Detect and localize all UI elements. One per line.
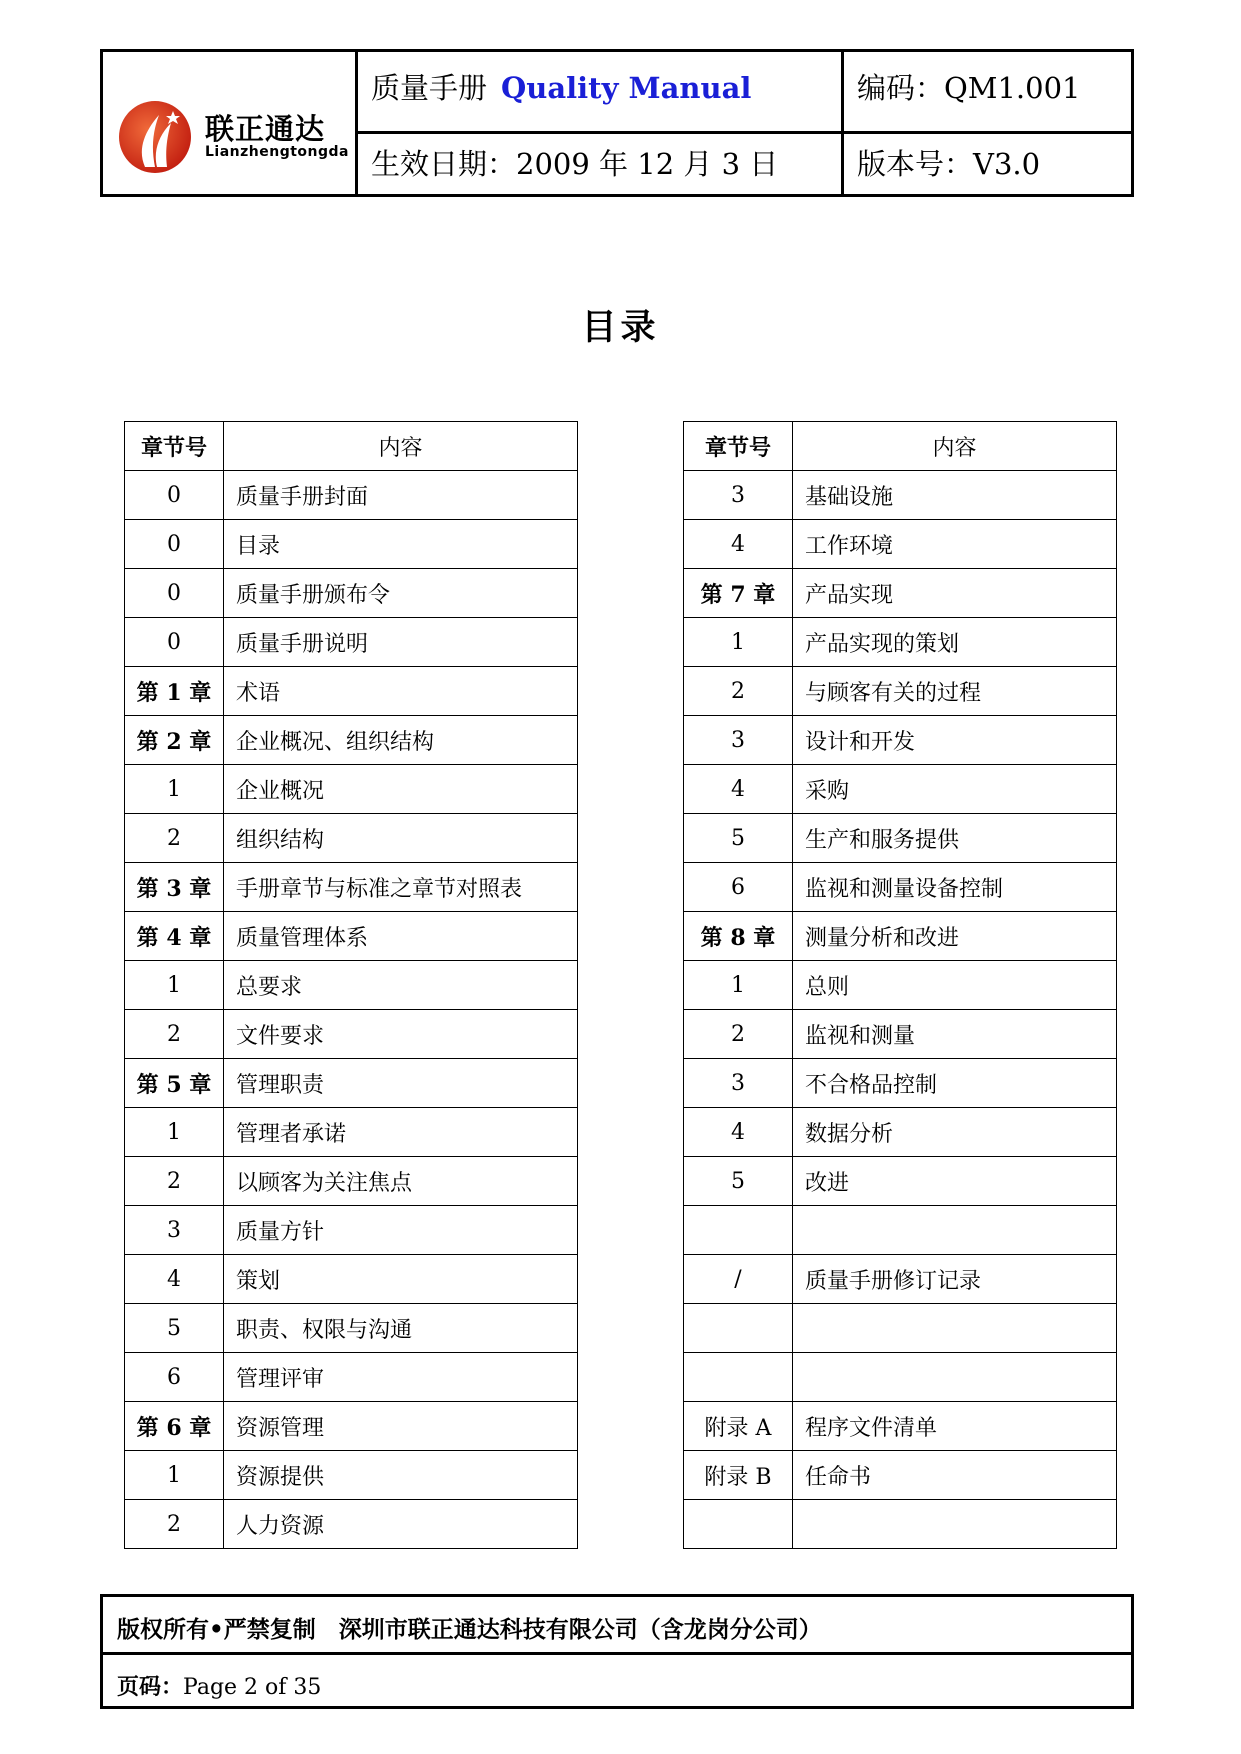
toc-section-title: 以顾客为关注焦点 bbox=[224, 1157, 578, 1206]
toc-section-number: 2 bbox=[125, 1010, 224, 1059]
toc-row bbox=[684, 765, 1117, 814]
toc-section-title: 质量管理体系 bbox=[224, 912, 578, 961]
toc-row bbox=[125, 667, 578, 716]
toc-section-title: 质量手册说明 bbox=[224, 618, 578, 667]
toc-section-number: 2 bbox=[125, 1157, 224, 1206]
toc-row bbox=[125, 569, 578, 618]
toc-section-title: 程序文件清单 bbox=[793, 1402, 1117, 1451]
toc-section-number: 第 4 章 bbox=[125, 912, 224, 961]
toc-section-number: 1 bbox=[684, 961, 793, 1010]
toc-table-left bbox=[124, 421, 578, 1549]
toc-section-title: 设计和开发 bbox=[793, 716, 1117, 765]
toc-row bbox=[125, 1353, 578, 1402]
toc-section-title: 企业概况、组织结构 bbox=[224, 716, 578, 765]
toc-section-title: 企业概况 bbox=[224, 765, 578, 814]
toc-row bbox=[125, 765, 578, 814]
toc-section-title: 生产和服务提供 bbox=[793, 814, 1117, 863]
company-logo bbox=[115, 97, 349, 177]
toc-section-title: 质量手册封面 bbox=[224, 471, 578, 520]
toc-section-title: 测量分析和改进 bbox=[793, 912, 1117, 961]
toc-section-number: 5 bbox=[125, 1304, 224, 1353]
toc-section-number: 5 bbox=[684, 1157, 793, 1206]
column-header-number: 章节号 bbox=[684, 422, 793, 471]
toc-row bbox=[125, 471, 578, 520]
toc-row bbox=[684, 667, 1117, 716]
column-header-number: 章节号 bbox=[125, 422, 224, 471]
toc-section-title: 基础设施 bbox=[793, 471, 1117, 520]
flame-logo-icon bbox=[115, 97, 195, 177]
manual-title bbox=[371, 71, 752, 105]
manual-title-cn: 质量手册 bbox=[371, 71, 488, 105]
toc-row bbox=[125, 912, 578, 961]
toc-section-title: 数据分析 bbox=[793, 1108, 1117, 1157]
toc-section-title: 产品实现 bbox=[793, 569, 1117, 618]
copyright-notice: 版权所有•严禁复制 深圳市联正通达科技有限公司（含龙岗分公司） bbox=[117, 1616, 822, 1643]
toc-section-number: 6 bbox=[125, 1353, 224, 1402]
toc-row bbox=[684, 1353, 1117, 1402]
toc-section-title: 采购 bbox=[793, 765, 1117, 814]
toc-section-title: 策划 bbox=[224, 1255, 578, 1304]
toc-section-number: 5 bbox=[684, 814, 793, 863]
page-value: Page 2 of 35 bbox=[183, 1675, 322, 1700]
manual-title-en: Quality Manual bbox=[501, 71, 752, 105]
toc-section-number bbox=[684, 1500, 793, 1549]
toc-section-number: 2 bbox=[125, 1500, 224, 1549]
toc-section-title: 职责、权限与沟通 bbox=[224, 1304, 578, 1353]
toc-row bbox=[125, 716, 578, 765]
toc-section-title: 监视和测量 bbox=[793, 1010, 1117, 1059]
footer-divider bbox=[103, 1652, 1131, 1655]
toc-row bbox=[125, 520, 578, 569]
toc-section-title: 工作环境 bbox=[793, 520, 1117, 569]
toc-section-title bbox=[793, 1304, 1117, 1353]
toc-section-title: 产品实现的策划 bbox=[793, 618, 1117, 667]
toc-section-number: 0 bbox=[125, 471, 224, 520]
toc-row bbox=[125, 1402, 578, 1451]
toc-section-number bbox=[684, 1206, 793, 1255]
toc-section-number: / bbox=[684, 1255, 793, 1304]
toc-row bbox=[125, 1255, 578, 1304]
toc-row bbox=[684, 1059, 1117, 1108]
toc-section-number: 3 bbox=[684, 471, 793, 520]
toc-row bbox=[684, 471, 1117, 520]
toc-section-number: 1 bbox=[125, 1108, 224, 1157]
toc-section-number: 第 5 章 bbox=[125, 1059, 224, 1108]
toc-section-title: 术语 bbox=[224, 667, 578, 716]
logo-name: 联正通达 bbox=[205, 112, 326, 146]
toc-section-number: 0 bbox=[125, 520, 224, 569]
toc-table-right bbox=[683, 421, 1117, 1549]
toc-section-title: 管理职责 bbox=[224, 1059, 578, 1108]
toc-section-number: 2 bbox=[684, 667, 793, 716]
toc-section-title: 文件要求 bbox=[224, 1010, 578, 1059]
logo-subtitle: Lianzhengtongda bbox=[205, 144, 349, 160]
toc-section-number: 第 3 章 bbox=[125, 863, 224, 912]
toc-section-number: 3 bbox=[684, 716, 793, 765]
toc-row bbox=[684, 716, 1117, 765]
page-number bbox=[117, 1670, 321, 1701]
toc-section-title: 管理者承诺 bbox=[224, 1108, 578, 1157]
toc-row bbox=[684, 569, 1117, 618]
toc-section-number bbox=[684, 1353, 793, 1402]
toc-section-number: 第 8 章 bbox=[684, 912, 793, 961]
toc-section-title: 任命书 bbox=[793, 1451, 1117, 1500]
column-header-content: 内容 bbox=[224, 422, 578, 471]
toc-section-number: 4 bbox=[684, 765, 793, 814]
toc-row bbox=[125, 1108, 578, 1157]
toc-row bbox=[684, 1157, 1117, 1206]
toc-row bbox=[684, 1010, 1117, 1059]
toc-section-title: 质量方针 bbox=[224, 1206, 578, 1255]
document-footer bbox=[100, 1594, 1134, 1709]
toc-section-title: 质量手册颁布令 bbox=[224, 569, 578, 618]
toc-row bbox=[684, 863, 1117, 912]
toc-row bbox=[125, 1059, 578, 1108]
toc-row bbox=[684, 961, 1117, 1010]
toc-section-title bbox=[793, 1500, 1117, 1549]
toc-section-number: 附录 B bbox=[684, 1451, 793, 1500]
toc-section-number: 4 bbox=[684, 520, 793, 569]
toc-section-number: 1 bbox=[125, 961, 224, 1010]
toc-section-title bbox=[793, 1206, 1117, 1255]
toc-row bbox=[125, 618, 578, 667]
document-header bbox=[100, 49, 1134, 197]
toc-section-title: 总则 bbox=[793, 961, 1117, 1010]
toc-row bbox=[684, 618, 1117, 667]
toc-row bbox=[684, 912, 1117, 961]
header-divider bbox=[841, 52, 844, 194]
toc-row bbox=[125, 1451, 578, 1500]
toc-section-number: 1 bbox=[684, 618, 793, 667]
toc-section-title: 改进 bbox=[793, 1157, 1117, 1206]
toc-section-number: 3 bbox=[684, 1059, 793, 1108]
toc-section-title: 总要求 bbox=[224, 961, 578, 1010]
toc-section-title: 目录 bbox=[224, 520, 578, 569]
toc-row bbox=[125, 814, 578, 863]
toc-section-title: 组织结构 bbox=[224, 814, 578, 863]
page-title: 目录 bbox=[581, 307, 660, 348]
toc-section-number: 4 bbox=[125, 1255, 224, 1304]
toc-section-number: 3 bbox=[125, 1206, 224, 1255]
toc-row bbox=[684, 1108, 1117, 1157]
toc-section-title: 管理评审 bbox=[224, 1353, 578, 1402]
toc-row bbox=[684, 1304, 1117, 1353]
toc-section-number bbox=[684, 1304, 793, 1353]
toc-row bbox=[125, 1010, 578, 1059]
toc-header-row bbox=[684, 422, 1117, 471]
toc-section-number: 2 bbox=[125, 814, 224, 863]
version-number: 版本号：V3.0 bbox=[857, 147, 1041, 181]
toc-section-number: 1 bbox=[125, 1451, 224, 1500]
toc-section-number: 4 bbox=[684, 1108, 793, 1157]
toc-row bbox=[684, 1451, 1117, 1500]
toc-row bbox=[684, 1255, 1117, 1304]
toc-section-number: 附录 A bbox=[684, 1402, 793, 1451]
toc-section-title: 监视和测量设备控制 bbox=[793, 863, 1117, 912]
toc-section-number: 6 bbox=[684, 863, 793, 912]
toc-section-title: 人力资源 bbox=[224, 1500, 578, 1549]
column-header-content: 内容 bbox=[793, 422, 1117, 471]
toc-header-row bbox=[125, 422, 578, 471]
header-divider bbox=[358, 131, 1131, 134]
toc-row bbox=[125, 1206, 578, 1255]
toc-section-title: 质量手册修订记录 bbox=[793, 1255, 1117, 1304]
toc-section-number: 第 7 章 bbox=[684, 569, 793, 618]
toc-section-number: 第 1 章 bbox=[125, 667, 224, 716]
toc-section-number: 0 bbox=[125, 618, 224, 667]
toc-row bbox=[125, 961, 578, 1010]
effective-date: 生效日期：2009 年 12 月 3 日 bbox=[371, 147, 779, 181]
toc-section-title: 手册章节与标准之章节对照表 bbox=[224, 863, 578, 912]
toc-section-title: 不合格品控制 bbox=[793, 1059, 1117, 1108]
toc-row bbox=[684, 814, 1117, 863]
toc-section-title: 与顾客有关的过程 bbox=[793, 667, 1117, 716]
toc-row bbox=[125, 1304, 578, 1353]
toc-section-number: 1 bbox=[125, 765, 224, 814]
toc-row bbox=[684, 520, 1117, 569]
toc-section-number: 第 6 章 bbox=[125, 1402, 224, 1451]
toc-row bbox=[125, 1157, 578, 1206]
toc-section-number: 2 bbox=[684, 1010, 793, 1059]
toc-section-title bbox=[793, 1353, 1117, 1402]
toc-row bbox=[125, 863, 578, 912]
toc-section-title: 资源提供 bbox=[224, 1451, 578, 1500]
toc-row bbox=[684, 1500, 1117, 1549]
toc-section-number: 0 bbox=[125, 569, 224, 618]
toc-section-title: 资源管理 bbox=[224, 1402, 578, 1451]
toc-row bbox=[684, 1402, 1117, 1451]
page-label: 页码： bbox=[117, 1674, 184, 1700]
header-divider bbox=[355, 52, 358, 194]
toc-section-number: 第 2 章 bbox=[125, 716, 224, 765]
document-code: 编码：QM1.001 bbox=[857, 71, 1081, 105]
toc-row bbox=[684, 1206, 1117, 1255]
toc-row bbox=[125, 1500, 578, 1549]
